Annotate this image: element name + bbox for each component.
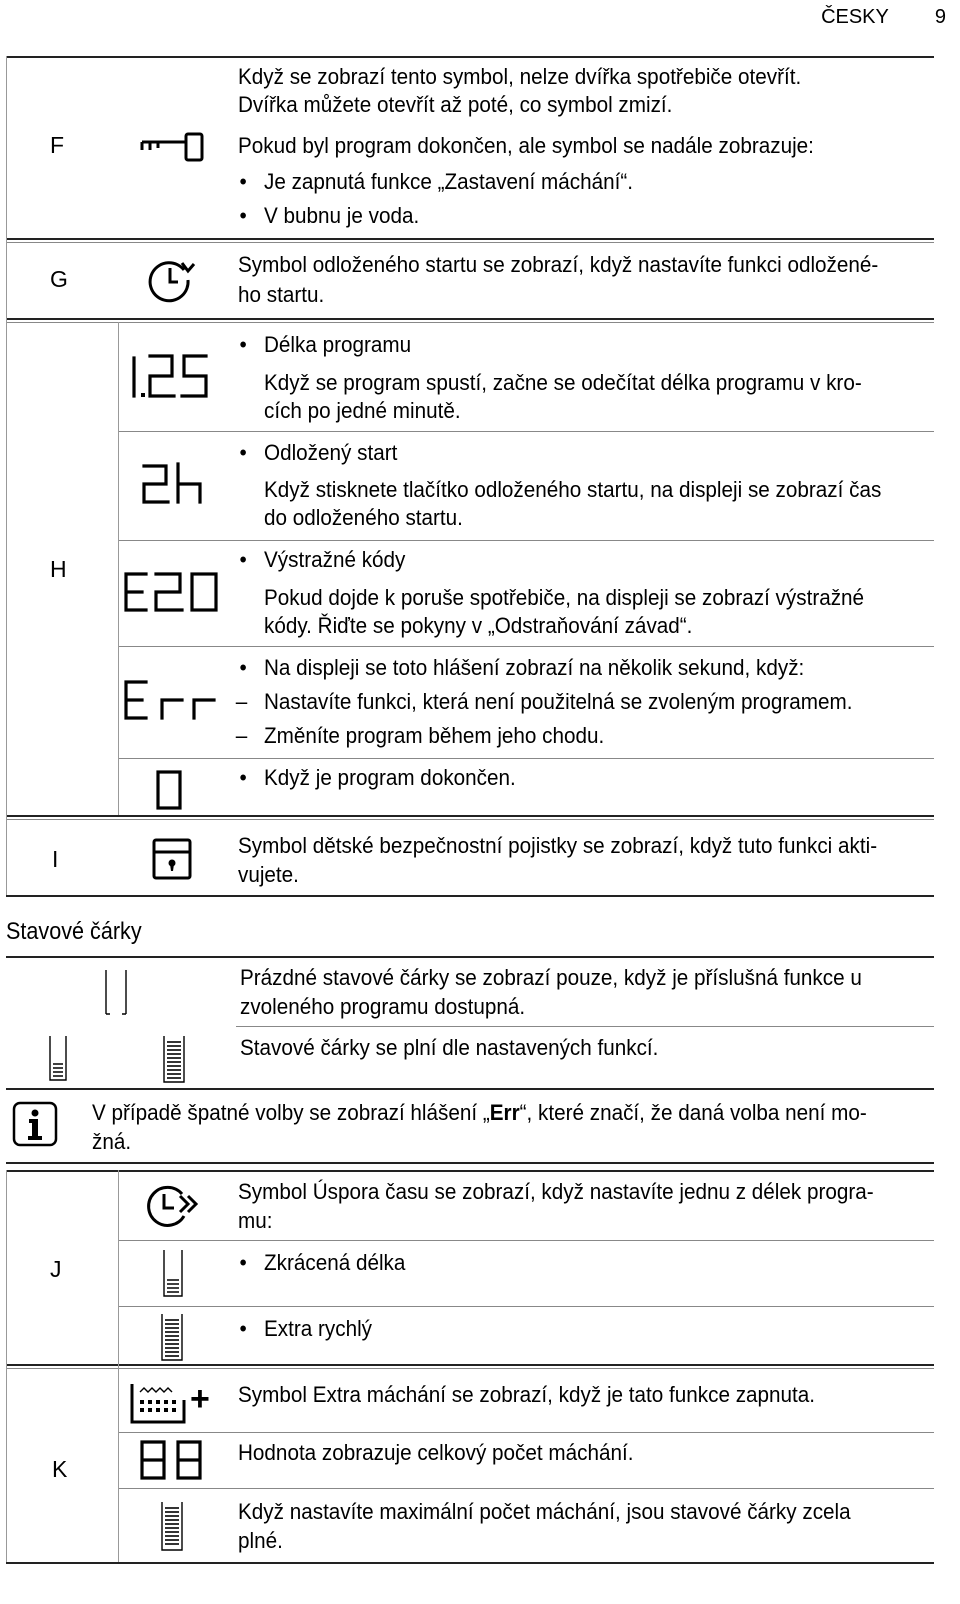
bullet-glyph: • — [239, 440, 247, 465]
row-g-line2: ho startu. — [238, 282, 325, 307]
bullet-glyph: • — [239, 1250, 247, 1275]
table2-inner-rule — [118, 1170, 119, 1562]
row-label-h: H — [50, 556, 67, 582]
h-subdivider-3 — [118, 646, 934, 647]
row-k-line2: Hodnota zobrazuje celkový počet máchání. — [238, 1440, 634, 1465]
row-f-bullet1-text: Je zapnutá funkce „Zastavení máchání“. — [264, 169, 633, 194]
row-f-bullet1 — [239, 167, 633, 196]
bullet-glyph: • — [239, 332, 247, 357]
row-h-b1-line1: Když se program spustí, začne se odečítat délka programu v kro- — [264, 370, 862, 395]
row-h-b2-line2: do odloženého startu. — [264, 505, 463, 530]
bullet-glyph: • — [239, 169, 247, 194]
extra-rinse-plus: + — [190, 1380, 210, 1418]
row-divider-fg — [6, 238, 934, 240]
row-label-i: I — [52, 846, 59, 872]
row-divider-hi — [6, 815, 934, 817]
row-h-b2-line1: Když stisknete tlačítko odloženého startu, na displeji se zobrazí čas — [264, 477, 882, 502]
row-f-bullet2 — [239, 201, 420, 230]
table2-bottom-rule — [6, 1562, 934, 1564]
row-divider-gh-2 — [6, 322, 934, 323]
display-2h — [140, 462, 208, 506]
row-h-dash1 — [235, 687, 853, 716]
status-table-bottom-rule — [6, 1088, 934, 1090]
j-subdivider-1 — [118, 1240, 934, 1241]
display-e20 — [122, 570, 222, 614]
partial-status-bar-icon — [48, 1034, 68, 1082]
row-label-k: K — [52, 1456, 68, 1482]
row-h-bullet5 — [239, 763, 516, 792]
row-h-bullet3 — [239, 545, 406, 574]
row-divider-jk — [6, 1364, 934, 1366]
bullet-glyph: • — [239, 655, 247, 680]
k-full-bar-icon — [160, 1500, 184, 1554]
row-f-line2: Dvířka můžete otevřít až poté, co symbol zmizí. — [238, 92, 673, 117]
dash-glyph: – — [235, 689, 248, 714]
page-header — [821, 6, 946, 29]
row-k-line3: Když nastavíte maximální počet máchání, jsou stavové čárky zcela — [238, 1499, 851, 1524]
row-h-b1-line2: cích po jedné minutě. — [264, 398, 461, 423]
row-f-line1: Když se zobrazí tento symbol, nelze dvířka spotřebiče otevřít. — [238, 64, 802, 89]
row-h-b3-line2: kódy. Řiďte se pokyny v „Odstraňování závad“. — [264, 613, 693, 638]
row-i-line1: Symbol dětské bezpečnostní pojistky se zobrazí, když tuto funkci akti- — [238, 833, 878, 858]
key-lock-icon — [140, 130, 206, 164]
row-h-b3-title: Výstražné kódy — [264, 547, 406, 572]
dash-glyph: – — [235, 723, 248, 748]
display-88 — [138, 1438, 208, 1484]
row-j-bullet2 — [239, 1314, 373, 1343]
h-subdivider-2 — [118, 540, 934, 541]
row-k-line1: Symbol Extra máchání se zobrazí, když je tato funkce zapnuta. — [238, 1382, 816, 1407]
row-divider-hi-2 — [6, 819, 934, 820]
info-note-line1 — [92, 1098, 867, 1127]
status-table-top-rule — [6, 956, 934, 958]
row-divider-fg-2 — [6, 242, 934, 243]
j-subdivider-2 — [118, 1306, 934, 1307]
row-j-bullet1-text: Zkrácená délka — [264, 1250, 406, 1275]
status-row2-line1: Stavové čárky se plní dle nastavených funkcí. — [240, 1035, 659, 1060]
row-h-bullet2 — [239, 438, 398, 467]
bullet-glyph: • — [239, 547, 247, 572]
table-top-rule — [6, 56, 934, 58]
table-bottom-rule — [6, 895, 934, 897]
row-divider-gh — [6, 318, 934, 320]
bullet-glyph: • — [239, 1316, 247, 1341]
row-f-line3: Pokud byl program dokončen, ale symbol se nadále zobrazuje: — [238, 133, 814, 158]
info-note-post: “, které značí, že daná volba není mo- — [519, 1100, 867, 1125]
table2-left-rule — [6, 1170, 7, 1562]
row-k-line4: plné. — [238, 1528, 283, 1553]
row-h-b3-line1: Pokud dojde k poruše spotřebiče, na displeji se zobrazí výstražné — [264, 585, 865, 610]
j-full-bar-icon — [160, 1312, 184, 1362]
info-note-code: Err — [489, 1100, 520, 1125]
section-heading-status-bars: Stavové čárky — [6, 918, 142, 945]
row-h-b4-dash2: Změníte program během jeho chodu. — [264, 723, 605, 748]
row-j-line1: Symbol Úspora času se zobrazí, když nastavíte jednu z délek progra- — [238, 1179, 874, 1204]
row-h-b2-title: Odložený start — [264, 440, 398, 465]
time-saving-icon — [144, 1184, 204, 1230]
row-h-b5-title: Když je program dokončen. — [264, 765, 516, 790]
page-number: 9 — [934, 6, 946, 28]
h-subdivider-1 — [118, 431, 934, 432]
empty-status-bar-icon — [104, 968, 128, 1016]
j-partial-bar-icon — [162, 1248, 184, 1298]
row-h-b4-dash1: Nastavíte funkci, která není použitelná se zvoleným programem. — [264, 689, 853, 714]
status-row1-line1: Prázdné stavové čárky se zobrazí pouze, když je příslušná funkce u — [240, 965, 862, 990]
row-label-g: G — [50, 266, 68, 292]
status-row1-line2: zvoleného programu dostupná. — [240, 994, 526, 1019]
display-1-25 — [130, 352, 214, 402]
row-h-bullet4 — [239, 653, 805, 682]
status-subdivider — [236, 1026, 934, 1027]
row-divider-jk-2 — [6, 1368, 934, 1369]
delay-start-clock-icon — [146, 258, 198, 302]
bullet-glyph: • — [239, 203, 247, 228]
table-left-rule — [6, 56, 7, 895]
child-lock-icon — [150, 836, 194, 884]
k-subdivider-1 — [118, 1432, 934, 1433]
row-i-line2: vujete. — [238, 862, 299, 887]
row-h-bullet1 — [239, 330, 412, 359]
bullet-glyph: • — [239, 765, 247, 790]
info-icon — [12, 1101, 58, 1147]
info-note-line2: žná. — [92, 1129, 132, 1154]
full-status-bar-icon — [162, 1034, 186, 1084]
k-subdivider-2 — [118, 1488, 934, 1489]
row-j-bullet1 — [239, 1248, 406, 1277]
info-note-bottom-rule — [6, 1162, 934, 1164]
row-h-b4-title: Na displeji se toto hlášení zobrazí na několik sekund, když: — [264, 655, 805, 680]
row-label-f: F — [50, 132, 65, 158]
row-h-b1-title: Délka programu — [264, 332, 412, 357]
info-note-pre: V případě špatné volby se zobrazí hlášení „ — [92, 1100, 490, 1125]
row-h-dash2 — [235, 721, 605, 750]
display-0 — [154, 768, 186, 812]
row-j-bullet2-text: Extra rychlý — [264, 1316, 373, 1341]
table2-top-rule — [6, 1170, 934, 1172]
display-err — [122, 678, 222, 722]
language-label: ČESKY — [821, 6, 889, 28]
row-g-line1: Symbol odloženého startu se zobrazí, když nastavíte funkci odložené- — [238, 252, 879, 277]
h-subdivider-4 — [118, 758, 934, 759]
row-label-j: J — [50, 1256, 62, 1282]
extra-rinse-icon — [128, 1380, 190, 1428]
row-j-line2: mu: — [238, 1208, 273, 1233]
row-f-bullet2-text: V bubnu je voda. — [264, 203, 420, 228]
h-inner-rule — [118, 322, 119, 815]
